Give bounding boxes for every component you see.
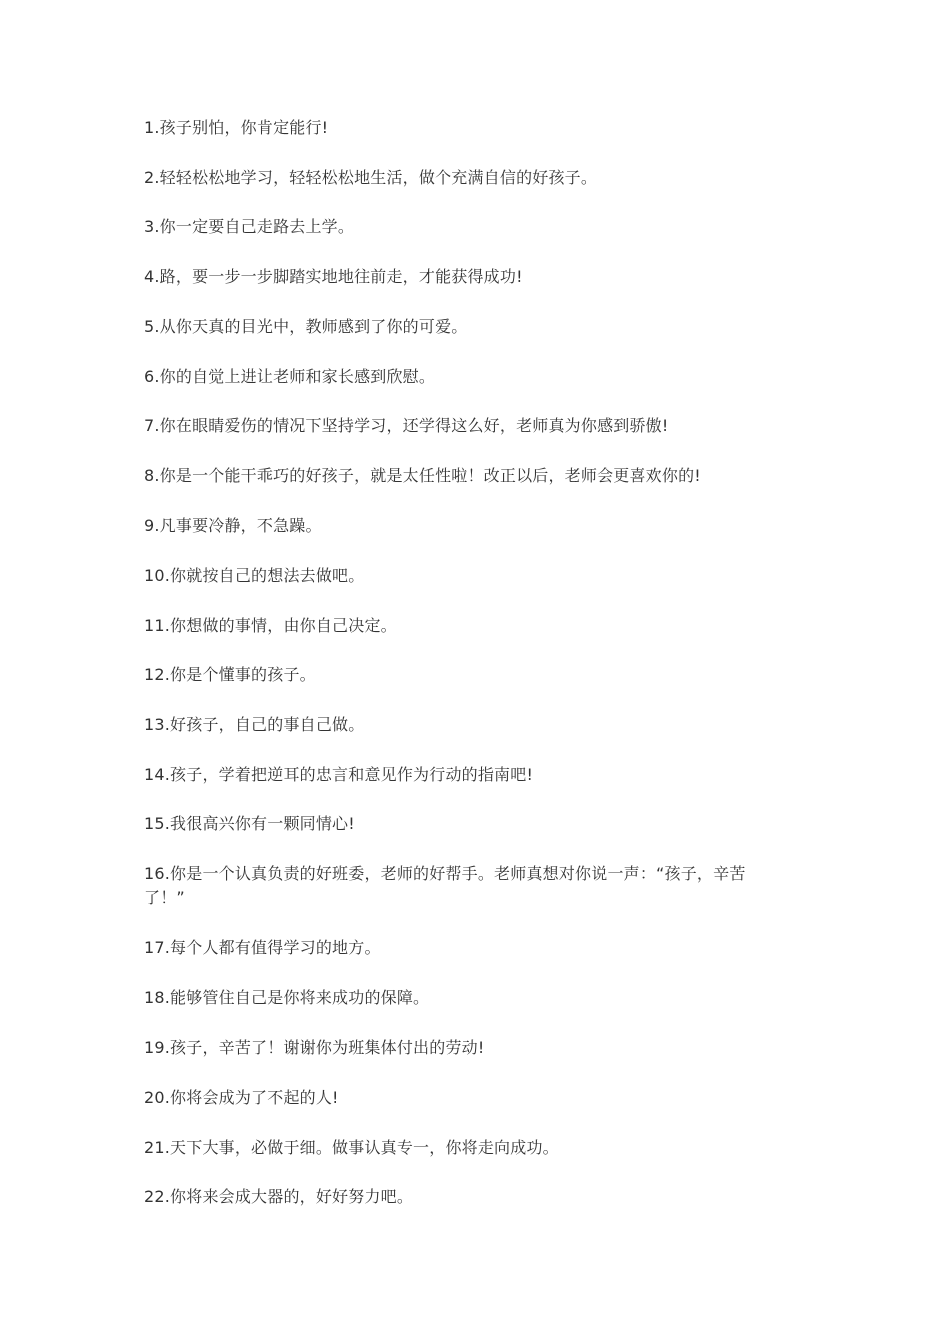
list-item: 18.能够管住自己是你将来成功的保障。 <box>144 988 430 1007</box>
list-item: 5.从你天真的目光中，教师感到了你的可爱。 <box>144 317 468 336</box>
list-item: 3.你一定要自己走路去上学。 <box>144 217 355 236</box>
list-item: 22.你将来会成大器的，好好努力吧。 <box>144 1187 414 1206</box>
list-item: 11.你想做的事情，由你自己决定。 <box>144 616 397 635</box>
list-item: 8.你是一个能干乖巧的好孩子，就是太任性啦！改正以后，老师会更喜欢你的! <box>144 466 701 485</box>
list-item: 20.你将会成为了不起的人! <box>144 1088 339 1107</box>
list-item: 19.孩子，辛苦了！谢谢你为班集体付出的劳动! <box>144 1038 485 1057</box>
list-item: 1.孩子别怕，你肯定能行! <box>144 118 329 137</box>
list-item: 13.好孩子，自己的事自己做。 <box>144 715 365 734</box>
list-item: 2.轻轻松松地学习，轻轻松松地生活，做个充满自信的好孩子。 <box>144 168 598 187</box>
list-item: 12.你是个懂事的孩子。 <box>144 665 316 684</box>
list-item: 7.你在眼睛爱伤的情况下坚持学习，还学得这么好，老师真为你感到骄傲! <box>144 416 669 435</box>
list-item: 16.你是一个认真负责的好班委，老师的好帮手。老师真想对你说一声：“孩子，辛苦了！” <box>144 864 746 907</box>
list-item: 4.路，要一步一步脚踏实地地往前走，才能获得成功! <box>144 267 523 286</box>
list-item: 14.孩子，学着把逆耳的忠言和意见作为行动的指南吧! <box>144 765 534 784</box>
list-item: 17.每个人都有值得学习的地方。 <box>144 938 381 957</box>
list-item: 6.你的自觉上进让老师和家长感到欣慰。 <box>144 367 436 386</box>
list-item: 15.我很高兴你有一颗同情心! <box>144 814 355 833</box>
list-item: 9.凡事要冷静，不急躁。 <box>144 516 322 535</box>
list-item: 10.你就按自己的想法去做吧。 <box>144 566 365 585</box>
list-item: 21.天下大事，必做于细。做事认真专一，你将走向成功。 <box>144 1138 559 1157</box>
